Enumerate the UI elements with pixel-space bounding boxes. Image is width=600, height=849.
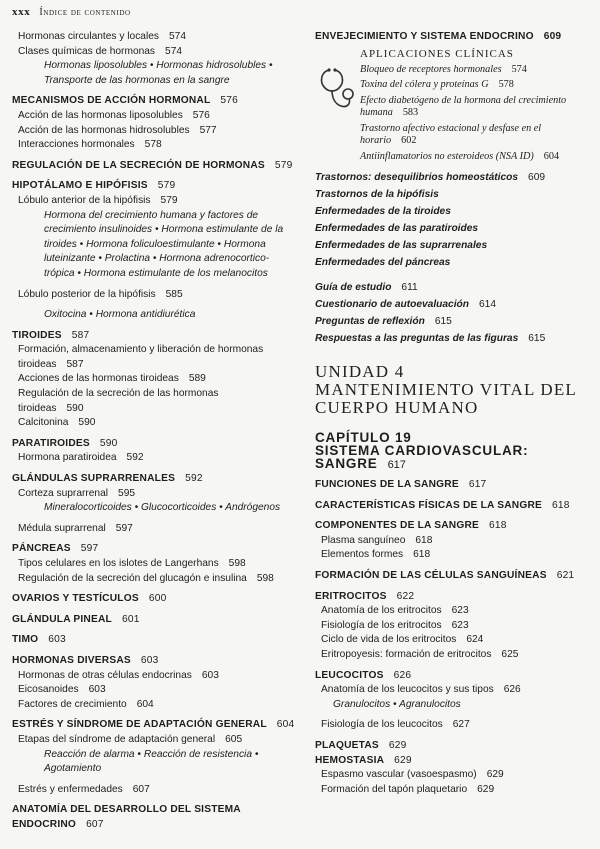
- entry-page: 603: [140, 654, 159, 666]
- entry-page: 576: [220, 95, 239, 107]
- toc-entry[interactable]: [12, 372, 308, 387]
- toc-entry[interactable]: [12, 557, 308, 572]
- toc-entry[interactable]: [12, 138, 308, 153]
- entry-page: 601: [121, 613, 140, 625]
- entry-title: Regulación de la secreción de las hormonas: [18, 388, 219, 400]
- clinical-applications-title: APLICACIONES CLÍNICAS: [360, 47, 514, 60]
- toc-entry[interactable]: [12, 683, 308, 698]
- entry-page: 574: [165, 45, 183, 57]
- toc-entry[interactable]: [12, 416, 308, 431]
- entry-title: OVARIOS Y TESTÍCULOS: [12, 593, 139, 605]
- entry-title: tiroides • Hormona foliculoestimulante • Hormona: [44, 238, 266, 250]
- entry-page: 623: [451, 619, 469, 631]
- entry-title: Anatomía de los leucocitos y sus tipos: [321, 684, 494, 696]
- toc-entry[interactable]: Trastornos: desequilibrios homeostáticos 609: [315, 172, 546, 184]
- entry-page: 595: [118, 487, 136, 499]
- entry-page: 629: [477, 783, 495, 795]
- toc-entry[interactable]: [12, 30, 308, 45]
- entry-title: GLÁNDULAS SUPRARRENALES: [12, 473, 176, 485]
- toc-section-heading[interactable]: [12, 654, 308, 669]
- toc-entry[interactable]: [12, 267, 308, 282]
- toc-section-heading[interactable]: [12, 633, 308, 648]
- toc-entry[interactable]: [12, 358, 308, 373]
- toc-entry[interactable]: [315, 683, 595, 698]
- entry-title: REGULACIÓN DE LA SECRECIÓN DE HORMONAS: [12, 159, 265, 171]
- toc-entry[interactable]: [12, 223, 308, 238]
- entry-title: MECANISMOS DE ACCIÓN HORMONAL: [12, 95, 211, 107]
- entry-page: 625: [501, 649, 519, 661]
- entry-page: 618: [413, 549, 431, 561]
- toc-entry[interactable]: [315, 698, 595, 713]
- entry-title: ANATOMÍA DEL DESARROLLO DEL SISTEMA: [12, 804, 241, 816]
- header-title: Índice de contenido: [39, 7, 131, 18]
- entry-title: trópica • Hormona estimulante de los melanocitos: [44, 267, 268, 279]
- entry-page: 629: [394, 754, 412, 766]
- entry-title: Acciones de las hormonas tiroideas: [18, 373, 179, 385]
- entry-page: 592: [185, 473, 203, 485]
- entry-title: COMPONENTES DE LA SANGRE: [315, 520, 480, 532]
- toc-section-heading[interactable]: [315, 739, 595, 754]
- unit-heading: UNIDAD 4 MANTENIMIENTO VITAL DEL CUERPO HUMANO: [315, 362, 577, 418]
- entry-page: 589: [188, 373, 206, 385]
- entry-title: Corteza suprarrenal: [18, 487, 109, 499]
- entry-title: Mineralocorticoides • Glucocorticoides • Andrógenos: [44, 502, 281, 514]
- toc-entry[interactable]: [12, 308, 308, 323]
- entry-title: Hormona del crecimiento humana y factores de: [44, 209, 259, 221]
- toc-entry[interactable]: [12, 748, 308, 763]
- entry-title: Hormonas de otras células endocrinas: [18, 669, 192, 681]
- entry-page: 597: [80, 543, 99, 555]
- toc-section-heading[interactable]: [12, 472, 308, 487]
- entry-title: luteinizante • Prolactina • Hormona adrenocortico-: [44, 253, 270, 265]
- entry-page: 600: [148, 593, 167, 605]
- toc-entry[interactable]: [315, 768, 595, 783]
- entry-title: HIPOTÁLAMO E HIPÓFISIS: [12, 180, 148, 192]
- entry-title: Formación, almacenamiento y liberación de hormonas: [18, 344, 264, 356]
- entry-title: Ciclo de vida de los eritrocitos: [321, 634, 457, 646]
- page-number: xxx: [12, 6, 31, 18]
- entry-title: Estrés y enfermedades: [18, 783, 123, 795]
- toc-entry[interactable]: [12, 451, 308, 466]
- entry-title: FUNCIONES DE LA SANGRE: [315, 479, 459, 491]
- entry-page: 585: [165, 288, 183, 300]
- clinical-application-item[interactable]: Toxina del cólera y proteínas G 578: [360, 79, 514, 91]
- toc-section-heading[interactable]: [12, 718, 308, 733]
- entry-page: 592: [126, 452, 144, 464]
- entry-title: Eicosanoides: [18, 684, 79, 696]
- entry-title: Transporte de las hormonas en la sangre: [44, 74, 230, 86]
- entry-page: 623: [451, 605, 469, 617]
- entry-title: Acción de las hormonas liposolubles: [18, 109, 183, 121]
- entry-page: 579: [157, 180, 176, 192]
- toc-entry[interactable]: [12, 238, 308, 253]
- entry-title: Agotamiento: [44, 763, 102, 775]
- entry-title: Fisiología de los eritrocitos: [321, 619, 442, 631]
- right-column: [315, 30, 595, 797]
- entry-title: Lóbulo posterior de la hipófisis: [18, 288, 156, 300]
- entry-page: 603: [201, 669, 219, 681]
- toc-section-heading[interactable]: [12, 542, 308, 557]
- entry-page: 618: [489, 520, 507, 532]
- left-column: [12, 30, 308, 833]
- toc-section-heading[interactable]: [315, 499, 595, 514]
- toc-entry[interactable]: Enfermedades de las suprarrenales: [315, 240, 488, 252]
- entry-page: 621: [556, 570, 575, 582]
- toc-entry[interactable]: ENVEJECIMIENTO Y SISTEMA ENDOCRINO 609: [315, 31, 562, 42]
- entry-title: ESTRÉS Y SÍNDROME DE ADAPTACIÓN GENERAL: [12, 719, 267, 731]
- entry-title: Hormona paratiroidea: [18, 452, 117, 464]
- toc-entry[interactable]: [12, 762, 308, 777]
- toc-entry[interactable]: Preguntas de reflexión 615: [315, 316, 452, 328]
- entry-title: Oxitocina • Hormona antidiurética: [44, 309, 196, 321]
- page-header: [12, 6, 131, 18]
- toc-section-heading[interactable]: [315, 590, 595, 605]
- entry-title: Granulocitos • Agranulocitos: [333, 698, 461, 710]
- entry-title: TIROIDES: [12, 329, 62, 341]
- toc-entry[interactable]: [12, 402, 308, 417]
- toc-entry[interactable]: [12, 252, 308, 267]
- toc-entry[interactable]: [12, 74, 308, 89]
- toc-entry[interactable]: [315, 648, 595, 663]
- entry-title: crecimiento insulinoides • Hormona estimulante de la: [44, 224, 284, 236]
- entry-title: Clases químicas de hormonas: [18, 45, 156, 57]
- clinical-application-item[interactable]: Trastorno afectivo estacional y desfase en el horario 602: [360, 122, 542, 147]
- entry-title: Lóbulo anterior de la hipófisis: [18, 194, 151, 206]
- clinical-application-item[interactable]: Antiinflamatorios no esteroideos (NSA ID) 604: [360, 150, 560, 162]
- toc-entry[interactable]: [12, 194, 308, 209]
- toc-entry[interactable]: Cuestionario de autoevaluación 614: [315, 299, 496, 311]
- entry-page: 579: [274, 159, 293, 171]
- entry-title: Espasmo vascular (vasoespasmo): [321, 769, 477, 781]
- toc-entry[interactable]: [12, 288, 308, 303]
- toc-entry[interactable]: [12, 783, 308, 798]
- toc-section-heading[interactable]: [12, 613, 308, 628]
- entry-page: 597: [115, 522, 133, 534]
- toc-entry[interactable]: [12, 733, 308, 748]
- toc-entry[interactable]: [315, 534, 595, 549]
- toc-entry[interactable]: [315, 604, 595, 619]
- entry-page: 579: [160, 194, 178, 206]
- entry-title: FORMACIÓN DE LAS CÉLULAS SANGUÍNEAS: [315, 570, 547, 582]
- entry-title: GLÁNDULA PINEAL: [12, 613, 112, 625]
- toc-entry[interactable]: Trastornos de la hipófisis: [315, 189, 439, 201]
- entry-page: 604: [276, 719, 295, 731]
- entry-title: Regulación de la secreción del glucagón e insulina: [18, 572, 247, 584]
- entry-title: PARATIROIDES: [12, 437, 90, 449]
- entry-page: 607: [132, 783, 150, 795]
- entry-page: 603: [48, 634, 66, 646]
- toc-entry[interactable]: Guía de estudio 611: [315, 282, 418, 294]
- entry-title: PLAQUETAS: [315, 740, 379, 751]
- clinical-application-item[interactable]: Efecto diabetógeno de la hormona del crecimiento humana 583: [360, 94, 567, 119]
- toc-entry[interactable]: [12, 487, 308, 502]
- entry-title: Tipos celulares en los islotes de Langerhans: [18, 558, 219, 569]
- toc-section-heading[interactable]: [12, 329, 308, 344]
- entry-title: Fisiología de los leucocitos: [321, 719, 443, 731]
- toc-entry[interactable]: Respuestas a las preguntas de las figuras 615: [315, 333, 546, 345]
- toc-section-heading[interactable]: [12, 803, 308, 818]
- toc-entry[interactable]: [315, 619, 595, 634]
- toc-entry[interactable]: [12, 522, 308, 537]
- entry-title: Anatomía de los eritrocitos: [321, 605, 442, 617]
- entry-page: 622: [396, 590, 415, 602]
- toc-entry[interactable]: [12, 124, 308, 139]
- entry-page: 617: [468, 479, 487, 491]
- toc-section-heading[interactable]: [12, 592, 308, 607]
- entry-page: 577: [199, 124, 217, 136]
- toc-entry[interactable]: [12, 209, 308, 224]
- entry-title: LEUCOCITOS: [315, 669, 384, 681]
- entry-title: Eritropoyesis: formación de eritrocitos: [321, 649, 492, 661]
- toc-entry[interactable]: Enfermedades de la tiroides: [315, 206, 451, 218]
- entry-page: 578: [144, 139, 162, 151]
- entry-page: 590: [66, 402, 84, 414]
- toc-section-heading[interactable]: [12, 159, 308, 174]
- toc-entry[interactable]: Enfermedades de las paratiroides: [315, 223, 479, 235]
- entry-page: 627: [452, 719, 470, 731]
- toc-entry[interactable]: [12, 45, 308, 60]
- entry-title: TIMO: [12, 634, 39, 646]
- entry-page: 618: [552, 499, 570, 511]
- toc-section-heading[interactable]: [12, 818, 308, 833]
- entry-title: ERITROCITOS: [315, 590, 387, 602]
- entry-title: CARACTERÍSTICAS FÍSICAS DE LA SANGRE: [315, 499, 542, 511]
- entry-title: HORMONAS DIVERSAS: [12, 654, 131, 666]
- entry-page: 629: [486, 769, 504, 781]
- toc-section-heading[interactable]: [315, 754, 595, 769]
- entry-title: Calcitonina: [18, 417, 69, 429]
- toc-section-heading[interactable]: [315, 519, 595, 534]
- entry-page: 574: [168, 31, 186, 42]
- entry-page: 598: [228, 558, 246, 569]
- entry-page: 624: [466, 634, 484, 646]
- entry-page: 598: [256, 572, 274, 584]
- toc-section-heading[interactable]: [315, 569, 595, 584]
- entry-title: Elementos formes: [321, 549, 404, 561]
- toc-entry[interactable]: [12, 59, 308, 74]
- entry-page: 607: [86, 818, 104, 830]
- toc-entry[interactable]: [12, 698, 308, 713]
- toc-entry[interactable]: [12, 572, 308, 587]
- entry-title: PÁNCREAS: [12, 543, 71, 555]
- entry-page: 618: [415, 534, 433, 546]
- entry-page: 629: [388, 740, 407, 751]
- toc-entry[interactable]: [12, 343, 308, 358]
- toc-entry[interactable]: [315, 633, 595, 648]
- entry-page: 576: [192, 109, 210, 121]
- entry-title: tiroideas: [18, 402, 57, 414]
- entry-title: Plasma sanguíneo: [321, 534, 406, 546]
- entry-page: 590: [78, 417, 96, 429]
- toc-entry[interactable]: [12, 669, 308, 684]
- entry-title: tiroideas: [18, 358, 57, 370]
- stethoscope-icon: [315, 66, 357, 114]
- chapter-heading[interactable]: CAPÍTULO 19 SISTEMA CARDIOVASCULAR: SANGRE 617: [315, 430, 529, 472]
- toc-section-heading[interactable]: [12, 94, 308, 109]
- toc-section-heading[interactable]: [315, 478, 595, 493]
- entry-title: Formación del tapón plaquetario: [321, 783, 468, 795]
- toc-entry[interactable]: Enfermedades del páncreas: [315, 257, 451, 269]
- clinical-applications-box: [315, 48, 595, 164]
- entry-title: Hormonas liposolubles • Hormonas hidrosolubles •: [44, 60, 273, 72]
- toc-section-heading[interactable]: [315, 669, 595, 684]
- toc-section-heading[interactable]: [12, 179, 308, 194]
- toc-entry[interactable]: [315, 783, 595, 798]
- entry-page: 587: [71, 329, 90, 341]
- entry-page: 603: [88, 684, 106, 696]
- entry-title: Médula suprarrenal: [18, 522, 106, 534]
- toc-entry[interactable]: [12, 501, 308, 516]
- entry-title: Factores de crecimiento: [18, 698, 127, 710]
- entry-page: 605: [225, 733, 243, 745]
- entry-page: 590: [99, 437, 118, 449]
- toc-entry[interactable]: [315, 718, 595, 733]
- entry-page: 604: [136, 698, 154, 710]
- entry-title: Acción de las hormonas hidrosolubles: [18, 124, 190, 136]
- entry-title: Interacciones hormonales: [18, 139, 135, 151]
- entry-page: 587: [66, 358, 84, 370]
- clinical-application-item[interactable]: Bloqueo de receptores hormonales 574: [360, 63, 527, 75]
- entry-page: 626: [503, 684, 521, 696]
- toc-entry[interactable]: [315, 548, 595, 563]
- toc-section-heading[interactable]: [12, 437, 308, 452]
- entry-title: HEMOSTASIA: [315, 754, 385, 766]
- entry-title: ENDOCRINO: [12, 818, 77, 830]
- toc-entry[interactable]: [12, 109, 308, 124]
- entry-title: Etapas del síndrome de adaptación general: [18, 733, 216, 745]
- toc-entry[interactable]: [12, 387, 308, 402]
- entry-title: Hormonas circulantes y locales: [18, 31, 159, 42]
- entry-page: 626: [393, 669, 412, 681]
- entry-title: Reacción de alarma • Reacción de resistencia •: [44, 748, 259, 760]
